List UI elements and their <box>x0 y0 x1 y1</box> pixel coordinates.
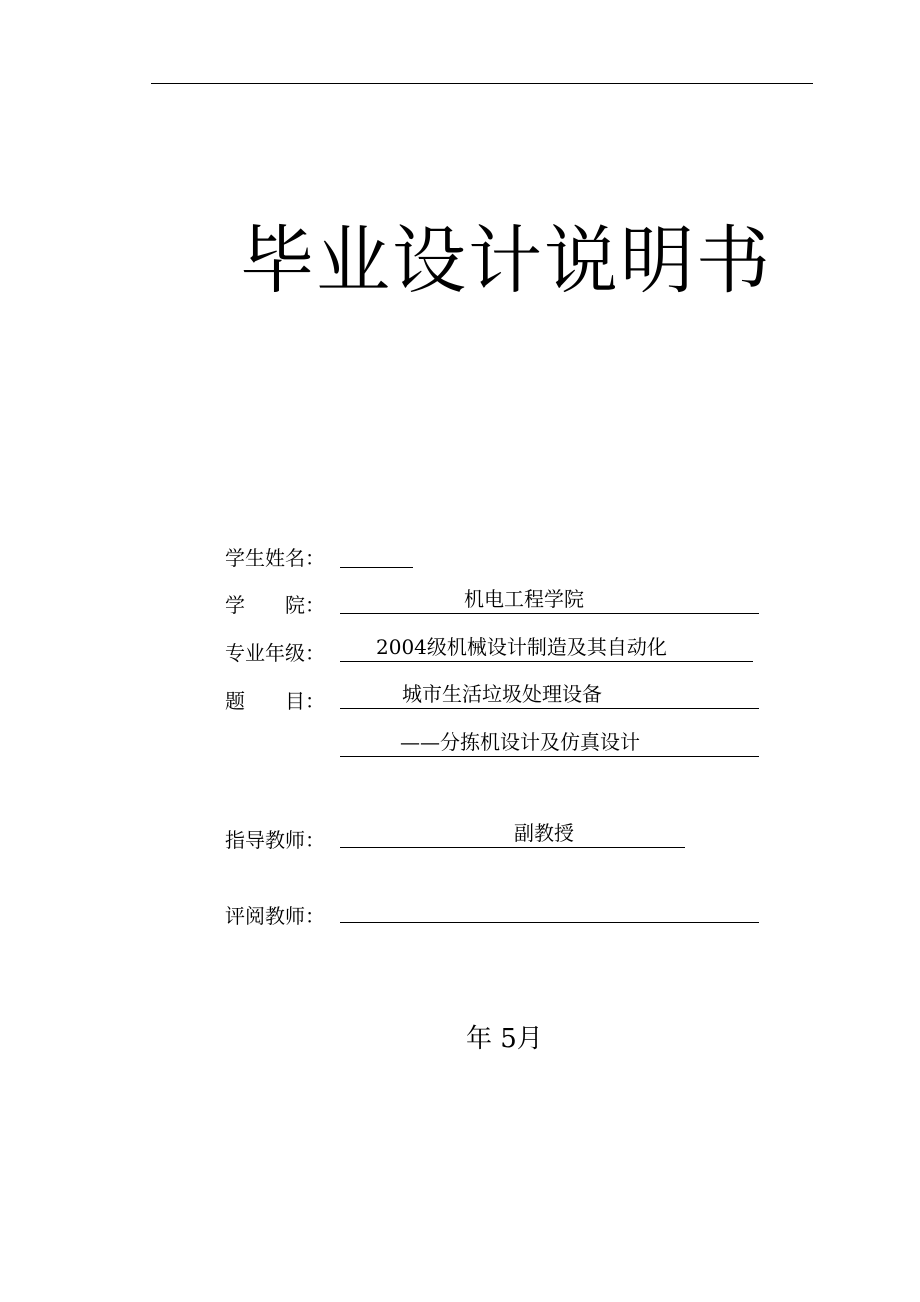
major-grade-field <box>340 635 753 662</box>
topic-field-line2 <box>340 730 759 757</box>
topic-value-line2: ——分拣机设计及仿真设计 <box>400 730 640 754</box>
document-date: 年 5月 <box>466 1024 543 1054</box>
topic-label: 题 目： <box>225 689 325 713</box>
college-field <box>340 587 759 614</box>
reviewer-label: 评阅教师： <box>225 904 325 928</box>
advisor-value: 副教授 <box>514 821 574 845</box>
advisor-field <box>340 821 685 848</box>
student-name-label: 学生姓名： <box>225 546 325 570</box>
header-rule <box>151 83 813 84</box>
topic-value-line1: 城市生活垃圾处理设备 <box>402 682 602 706</box>
document-title: 毕业设计说明书 <box>240 218 772 304</box>
college-label: 学 院： <box>225 593 325 617</box>
major-grade-label: 专业年级： <box>225 641 325 665</box>
student-name-field <box>340 541 413 568</box>
advisor-label: 指导教师： <box>225 828 325 852</box>
reviewer-field <box>340 896 759 923</box>
major-grade-value: 2004级机械设计制造及其自动化 <box>376 635 667 659</box>
topic-field-line1 <box>340 682 759 709</box>
college-value: 机电工程学院 <box>464 587 584 611</box>
